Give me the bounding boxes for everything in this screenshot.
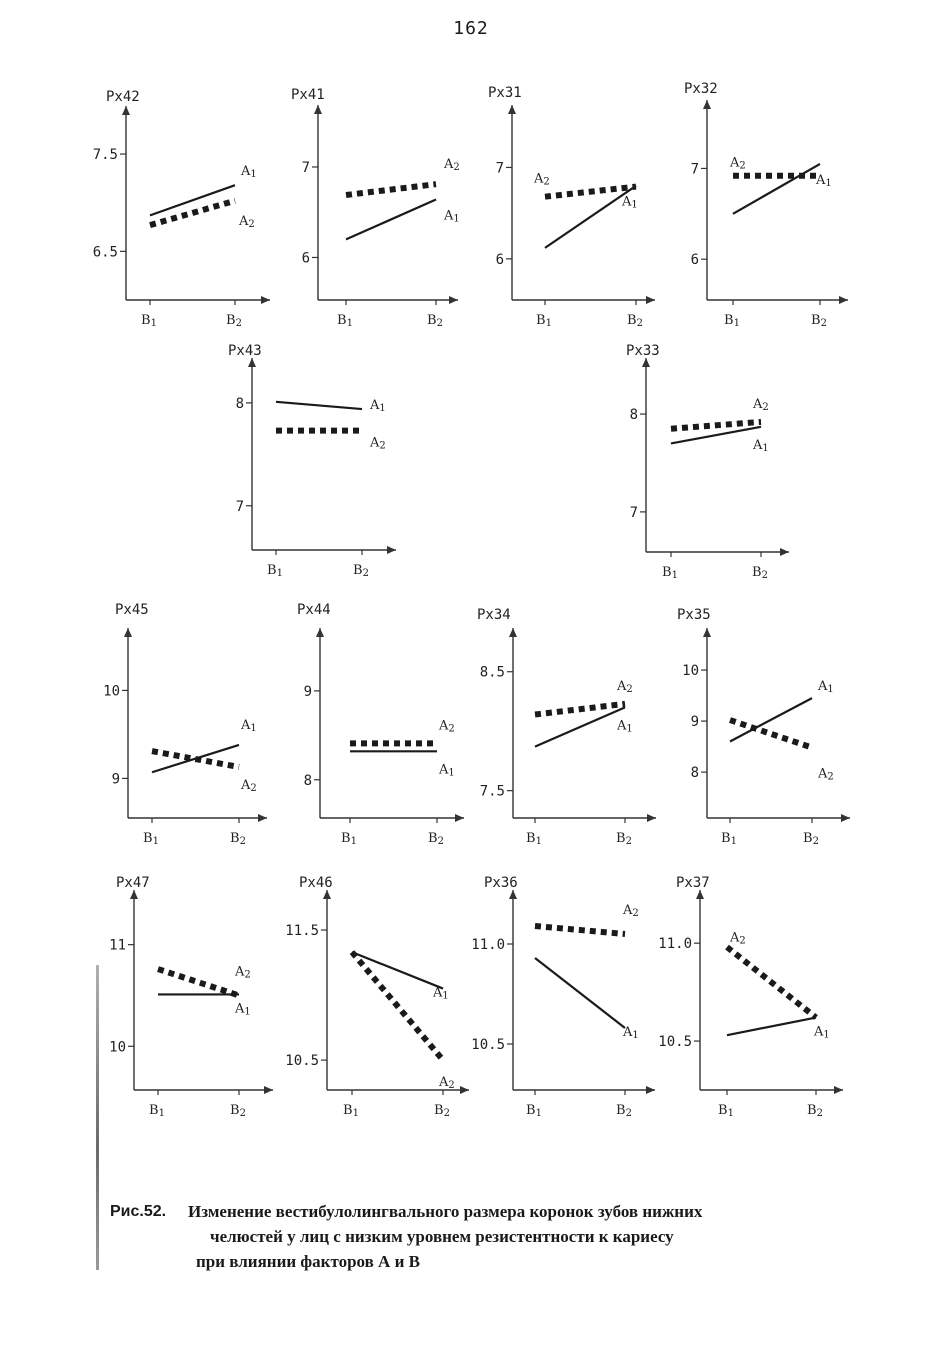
series-line-a1 xyxy=(535,958,625,1028)
series-line-a1 xyxy=(730,698,812,741)
y-tick-label: 8 xyxy=(690,765,699,782)
y-tick-label: 6 xyxy=(690,252,699,269)
x-tick-label: B2 xyxy=(428,831,444,847)
series-label: A1 xyxy=(816,172,832,189)
x-axis-arrow-icon xyxy=(646,1086,655,1094)
plot-title: Px31 xyxy=(488,85,522,101)
series-label: A1 xyxy=(622,194,638,211)
x-tick-label: B1 xyxy=(526,1103,542,1119)
y-axis-arrow-icon xyxy=(696,890,704,899)
y-axis-arrow-icon xyxy=(314,105,322,114)
x-tick-label: B2 xyxy=(230,1103,246,1119)
x-axis-arrow-icon xyxy=(647,814,656,822)
x-axis-arrow-icon xyxy=(834,1086,843,1094)
series-label: A1 xyxy=(814,1024,830,1041)
plot-title: Px37 xyxy=(676,875,710,891)
x-axis-arrow-icon xyxy=(258,814,267,822)
page-number: 162 xyxy=(453,18,489,39)
plot-title: Px43 xyxy=(228,343,262,359)
x-tick-label: B1 xyxy=(267,563,283,579)
series-label: A2 xyxy=(617,678,633,695)
y-tick-label: 9 xyxy=(690,714,699,731)
series-line-a2 xyxy=(727,947,816,1017)
series-label: A1 xyxy=(617,718,633,735)
y-tick-label: 9 xyxy=(111,771,120,788)
caption-label: Рис.52. xyxy=(110,1203,167,1220)
y-axis-arrow-icon xyxy=(703,100,711,109)
series-label: A2 xyxy=(534,171,550,188)
plot-title: Px36 xyxy=(484,875,518,891)
x-axis-arrow-icon xyxy=(841,814,850,822)
y-tick-label: 8 xyxy=(235,395,244,412)
series-label: A1 xyxy=(241,717,257,734)
plot-title: Px32 xyxy=(684,81,718,97)
x-axis-arrow-icon xyxy=(387,546,396,554)
series-label: A2 xyxy=(439,718,455,735)
series-line-a2 xyxy=(150,201,235,225)
x-axis-arrow-icon xyxy=(780,548,789,556)
series-label: A1 xyxy=(439,762,455,779)
y-axis-arrow-icon xyxy=(323,890,331,899)
x-tick-label: B2 xyxy=(616,1103,632,1119)
series-line-a2 xyxy=(352,952,443,1060)
x-axis-arrow-icon xyxy=(261,296,270,304)
plot-title: Px34 xyxy=(477,607,511,623)
series-label: A2 xyxy=(730,155,746,172)
series-line-a2 xyxy=(158,969,239,995)
y-tick-label: 11.5 xyxy=(285,923,319,940)
x-tick-label: B1 xyxy=(662,565,678,581)
x-tick-label: B2 xyxy=(226,313,242,329)
series-label: A2 xyxy=(730,930,746,947)
series-label: A1 xyxy=(241,164,257,181)
series-label: A2 xyxy=(235,964,251,981)
x-tick-label: B1 xyxy=(337,313,353,329)
series-label: A1 xyxy=(370,398,386,415)
x-tick-label: B2 xyxy=(616,831,632,847)
x-tick-label: B2 xyxy=(807,1103,823,1119)
series-label: A2 xyxy=(241,777,257,794)
x-tick-label: B1 xyxy=(536,313,552,329)
series-label: A2 xyxy=(239,213,255,230)
series-line-a1 xyxy=(276,402,362,409)
caption-line-2: челюстей у лиц с низким уровнем резистентности к кариесу xyxy=(210,1227,674,1246)
series-line-a2 xyxy=(535,926,625,934)
x-tick-label: B2 xyxy=(434,1103,450,1119)
y-tick-label: 8.5 xyxy=(479,664,505,681)
y-tick-label: 11.0 xyxy=(471,937,505,953)
y-axis-arrow-icon xyxy=(122,106,130,115)
series-label: A2 xyxy=(444,157,460,174)
series-line-a1 xyxy=(727,1018,816,1036)
plot-title: Px47 xyxy=(116,875,150,891)
x-tick-label: B1 xyxy=(141,313,157,329)
y-tick-label: 7 xyxy=(690,161,699,178)
y-tick-label: 10.5 xyxy=(658,1034,692,1051)
x-axis-arrow-icon xyxy=(460,1086,469,1094)
y-tick-label: 7.5 xyxy=(92,147,118,164)
x-tick-label: B1 xyxy=(149,1103,165,1119)
y-tick-label: 10 xyxy=(682,663,699,680)
x-tick-label: B1 xyxy=(721,831,737,847)
x-tick-label: B2 xyxy=(811,313,827,329)
y-axis-arrow-icon xyxy=(124,628,132,637)
y-tick-label: 11 xyxy=(109,937,126,954)
y-axis-arrow-icon xyxy=(509,628,517,637)
y-axis-arrow-icon xyxy=(248,358,256,367)
y-axis-arrow-icon xyxy=(642,358,650,367)
y-tick-label: 10 xyxy=(109,1039,126,1056)
y-tick-label: 10 xyxy=(103,683,120,700)
y-tick-label: 7 xyxy=(629,504,638,521)
y-axis-arrow-icon xyxy=(130,890,138,899)
x-tick-label: B1 xyxy=(143,831,159,847)
series-line-a1 xyxy=(733,164,820,214)
y-tick-label: 6 xyxy=(301,250,310,267)
series-label: A2 xyxy=(370,435,386,452)
y-tick-label: 9 xyxy=(303,683,312,700)
series-label: A1 xyxy=(444,208,460,225)
series-line-a2 xyxy=(671,422,761,429)
y-tick-label: 8 xyxy=(629,407,638,424)
series-line-a1 xyxy=(346,200,436,240)
series-label: A2 xyxy=(818,766,834,783)
x-axis-arrow-icon xyxy=(449,296,458,304)
series-label: A1 xyxy=(433,985,449,1002)
series-label: A2 xyxy=(439,1075,455,1092)
x-tick-label: B2 xyxy=(627,313,643,329)
y-axis-arrow-icon xyxy=(316,628,324,637)
series-label: A1 xyxy=(623,1025,639,1041)
caption-line-1: Изменение вестибулолингвального размера коронок зубов нижних xyxy=(188,1202,703,1221)
series-label: A1 xyxy=(753,437,769,454)
series-label: A2 xyxy=(753,396,769,413)
x-tick-label: B2 xyxy=(803,831,819,847)
y-tick-label: 8 xyxy=(303,772,312,789)
plot-title: Px41 xyxy=(291,87,325,103)
y-tick-label: 6 xyxy=(495,251,504,268)
x-axis-arrow-icon xyxy=(455,814,464,822)
x-tick-label: B1 xyxy=(718,1103,734,1119)
x-tick-label: B2 xyxy=(427,313,443,329)
y-tick-label: 10.5 xyxy=(471,1037,505,1053)
y-axis-arrow-icon xyxy=(509,890,517,899)
caption-line-3: при влиянии факторов А и В xyxy=(196,1252,420,1271)
plot-title: Px33 xyxy=(626,343,660,359)
series-label: A1 xyxy=(818,679,834,696)
y-tick-label: 6.5 xyxy=(92,244,118,261)
plot-title: Px44 xyxy=(297,602,331,618)
plot-title: Px35 xyxy=(677,607,711,623)
scan-artifact-line xyxy=(96,965,99,1270)
y-tick-label: 7.5 xyxy=(479,783,505,800)
x-tick-label: B1 xyxy=(724,313,740,329)
series-line-a2 xyxy=(152,751,239,767)
x-tick-label: B2 xyxy=(230,831,246,847)
x-axis-arrow-icon xyxy=(264,1086,273,1094)
series-label: A2 xyxy=(623,903,639,919)
y-tick-label: 10.5 xyxy=(285,1053,319,1070)
y-tick-label: 7 xyxy=(301,159,310,176)
series-line-a2 xyxy=(346,184,436,195)
x-tick-label: B1 xyxy=(343,1103,359,1119)
plot-title: Px46 xyxy=(299,875,333,891)
y-tick-label: 7 xyxy=(495,160,504,177)
y-axis-arrow-icon xyxy=(703,628,711,637)
x-axis-arrow-icon xyxy=(839,296,848,304)
plot-title: Px42 xyxy=(106,89,140,105)
x-tick-label: B1 xyxy=(341,831,357,847)
y-axis-arrow-icon xyxy=(508,105,516,114)
series-label: A1 xyxy=(235,1001,251,1018)
y-tick-label: 7 xyxy=(235,498,244,515)
x-axis-arrow-icon xyxy=(646,296,655,304)
x-tick-label: B2 xyxy=(752,565,768,581)
y-tick-label: 11.0 xyxy=(658,936,692,953)
x-tick-label: B2 xyxy=(353,563,369,579)
x-tick-label: B1 xyxy=(526,831,542,847)
plot-title: Px45 xyxy=(115,602,149,618)
